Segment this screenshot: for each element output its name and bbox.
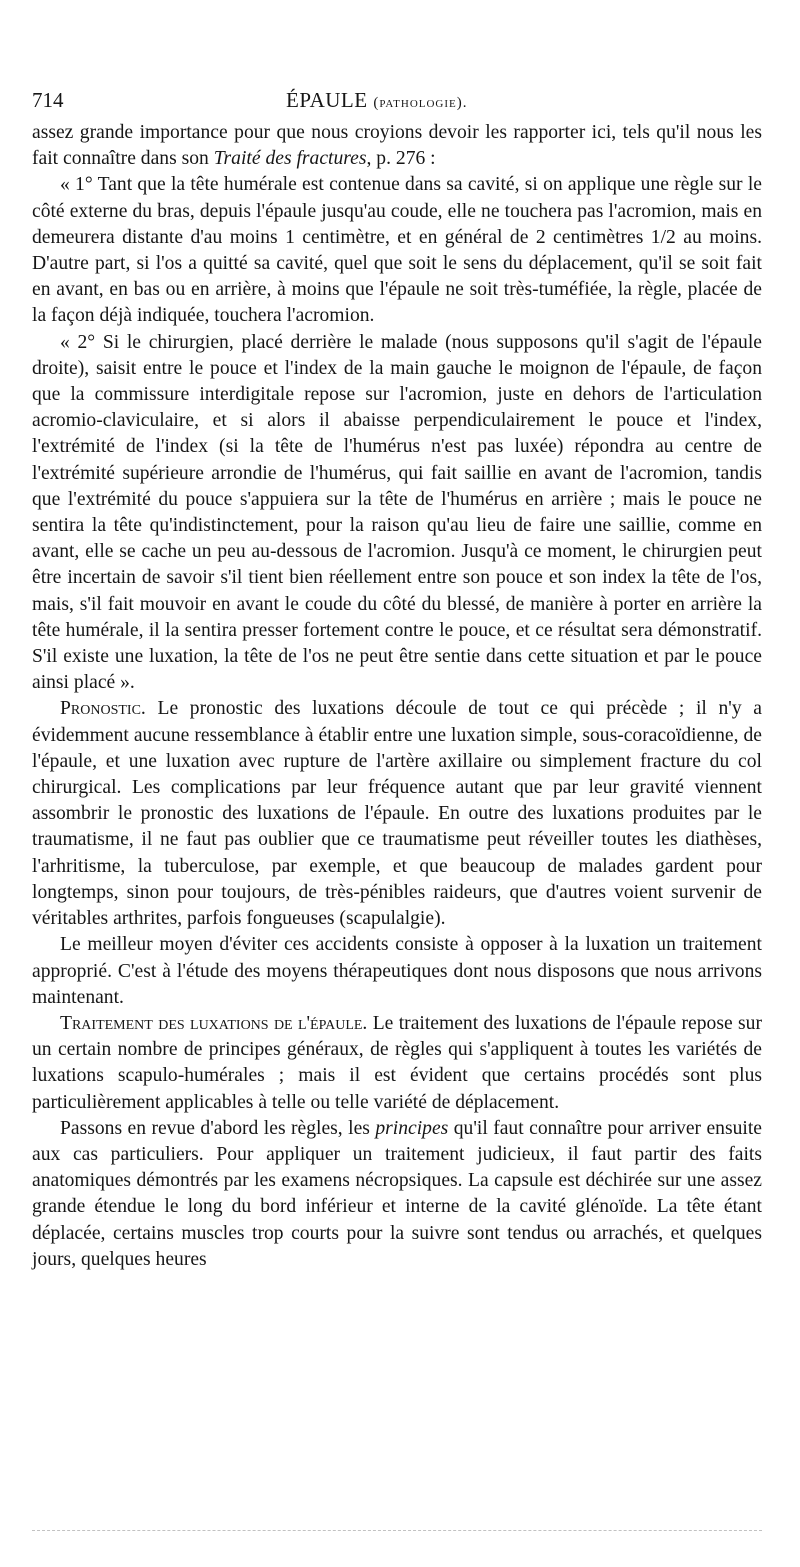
- running-title: [286, 88, 468, 113]
- body-text: [32, 120, 762, 1273]
- paragraph-pronostic-text: Le pronostic des luxations découle de tout ce qui précède ; il n'y a évidemment aucune ressemblance à établir entre une luxation simple, sous-coracoïdienne, de l'épaule, et une luxation avec rupture de l'artère axillaire ou simplement fracture du col chirurgical. Les complications par leur fréquence autant que par leur gravité viennent assombrir le pronostic des luxations de l'épaule. En outre des luxations produites par le traumatisme, il ne faut pas oublier que ce traumatisme peut réveiller toutes les diathèses, l'arhritisme, la tuberculose, par exemple, et que beaucoup de malades gardent pour longtemps, sinon pour toujours, de très-pénibles raideurs, que d'autres voient survenir de véritables arthrites, parfois fongueuses (scapulalgie).: [32, 698, 762, 930]
- principes-italic: principes: [375, 1117, 449, 1139]
- section-heading-pronostic: Pronostic.: [60, 698, 146, 720]
- paragraph-intro-text: assez grande importance pour que nous croyions devoir les rapporter ici, tels qu'il nous les fait connaître dans son: [32, 122, 762, 170]
- page-number: 714: [32, 88, 64, 112]
- running-title-sub: (pathologie).: [373, 95, 468, 111]
- paragraph-intro: [32, 120, 762, 172]
- page-header: [32, 88, 762, 118]
- paragraph-principes-a: Passons en revue d'abord les règles, les: [60, 1117, 376, 1139]
- paragraph-principes: [32, 1116, 762, 1273]
- paragraph-traitement: [32, 1011, 762, 1116]
- paragraph-quote-2: « 2° Si le chirurgien, placé derrière le malade (nous supposons qu'il s'agit de l'épaule droite), saisit entre le pouce et l'index de la main gauche le moignon de l'épaule, de façon que la commissure interdigitale repose sur l'acromion, juste en dehors de l'articulation acromio-claviculaire, et si alors il abaisse perpendiculairement le pouce et l'index, l'extrémité de l'index (si la tête de l'humérus n'est pas luxée) répondra au centre de l'extrémité supérieure arrondie de l'humérus, qui fait saillie en avant de l'acromion, tandis que l'extrémité du pouce s'appuiera sur la tête de l'humérus en arrière ; mais le pouce ne sentira la tête qu'indistinctement, pour la raison qu'au lieu de faire une saillie, comme en avant, elle se cache un peu au-dessous de l'acromion. Jusqu'à ce moment, le chirurgien peut être incertain de savoir s'il tient bien réellement entre son pouce et son index la tête de l'os, mais, s'il fait mouvoir en avant le coude du côté du blessé, de manière à porter en arrière la tête humérale, il la sentira presser fortement contre le pouce, et ce résultat sera démonstratif. S'il existe une luxation, la tête de l'os ne peut être sentie dans cette situation et par le pouce ainsi placé ».: [32, 331, 762, 694]
- paragraph-traitement-text: Le traitement des luxations de l'épaule repose sur un certain nombre de principes généraux, de règles qui s'appliquent à toutes les variétés de luxations scapulo-humérales ; mais il est évident que certains procédés sont plus particulièrement applicables à telle ou telle variété de déplacement.: [32, 1012, 762, 1113]
- paragraph-pronostic: [32, 696, 762, 932]
- section-heading-traitement: Traitement des luxations de l'épaule.: [60, 1012, 368, 1034]
- running-title-main: ÉPAULE: [286, 88, 368, 112]
- bottom-scan-rule: [32, 1530, 762, 1531]
- paragraph-quote-1: « 1° Tant que la tête humérale est contenue dans sa cavité, si on applique une règle sur le côté externe du bras, depuis l'épaule jusqu'au coude, elle ne touchera pas l'acromion, mais en demeurera distante d'au moins 1 centimètre, et en général de 2 centimètres 1/2 au moins. D'autre part, si l'os a quitté sa cavité, quel que soit le sens du déplacement, qu'il se soit fait en avant, en bas ou en arrière, à moins que l'épaule ne soit très-tuméfiée, la règle, placée de la façon déjà indiquée, touchera l'acromion.: [32, 174, 762, 327]
- paragraph-intro-end: , p. 276 :: [366, 148, 436, 170]
- paragraph-principes-b: qu'il faut connaître pour arriver ensuite aux cas particuliers. Pour appliquer un traitement judicieux, il faut partir des faits anatomiques démontrés par les examens nécropsiques. La capsule est déchirée sur une assez grande étendue le long du bord inférieur et interne de la cavité glénoïde. La tête étant déplacée, certains muscles trop courts pour la suivre sont tendus ou arrachés, et quelques jours, quelques heures: [32, 1117, 762, 1270]
- paragraph-moyen: Le meilleur moyen d'éviter ces accidents consiste à opposer à la luxation un traitement approprié. C'est à l'étude des moyens thérapeutiques dont nous disposons que nous arrivons maintenant.: [32, 934, 762, 1008]
- book-title: Traité des fractures: [213, 148, 367, 170]
